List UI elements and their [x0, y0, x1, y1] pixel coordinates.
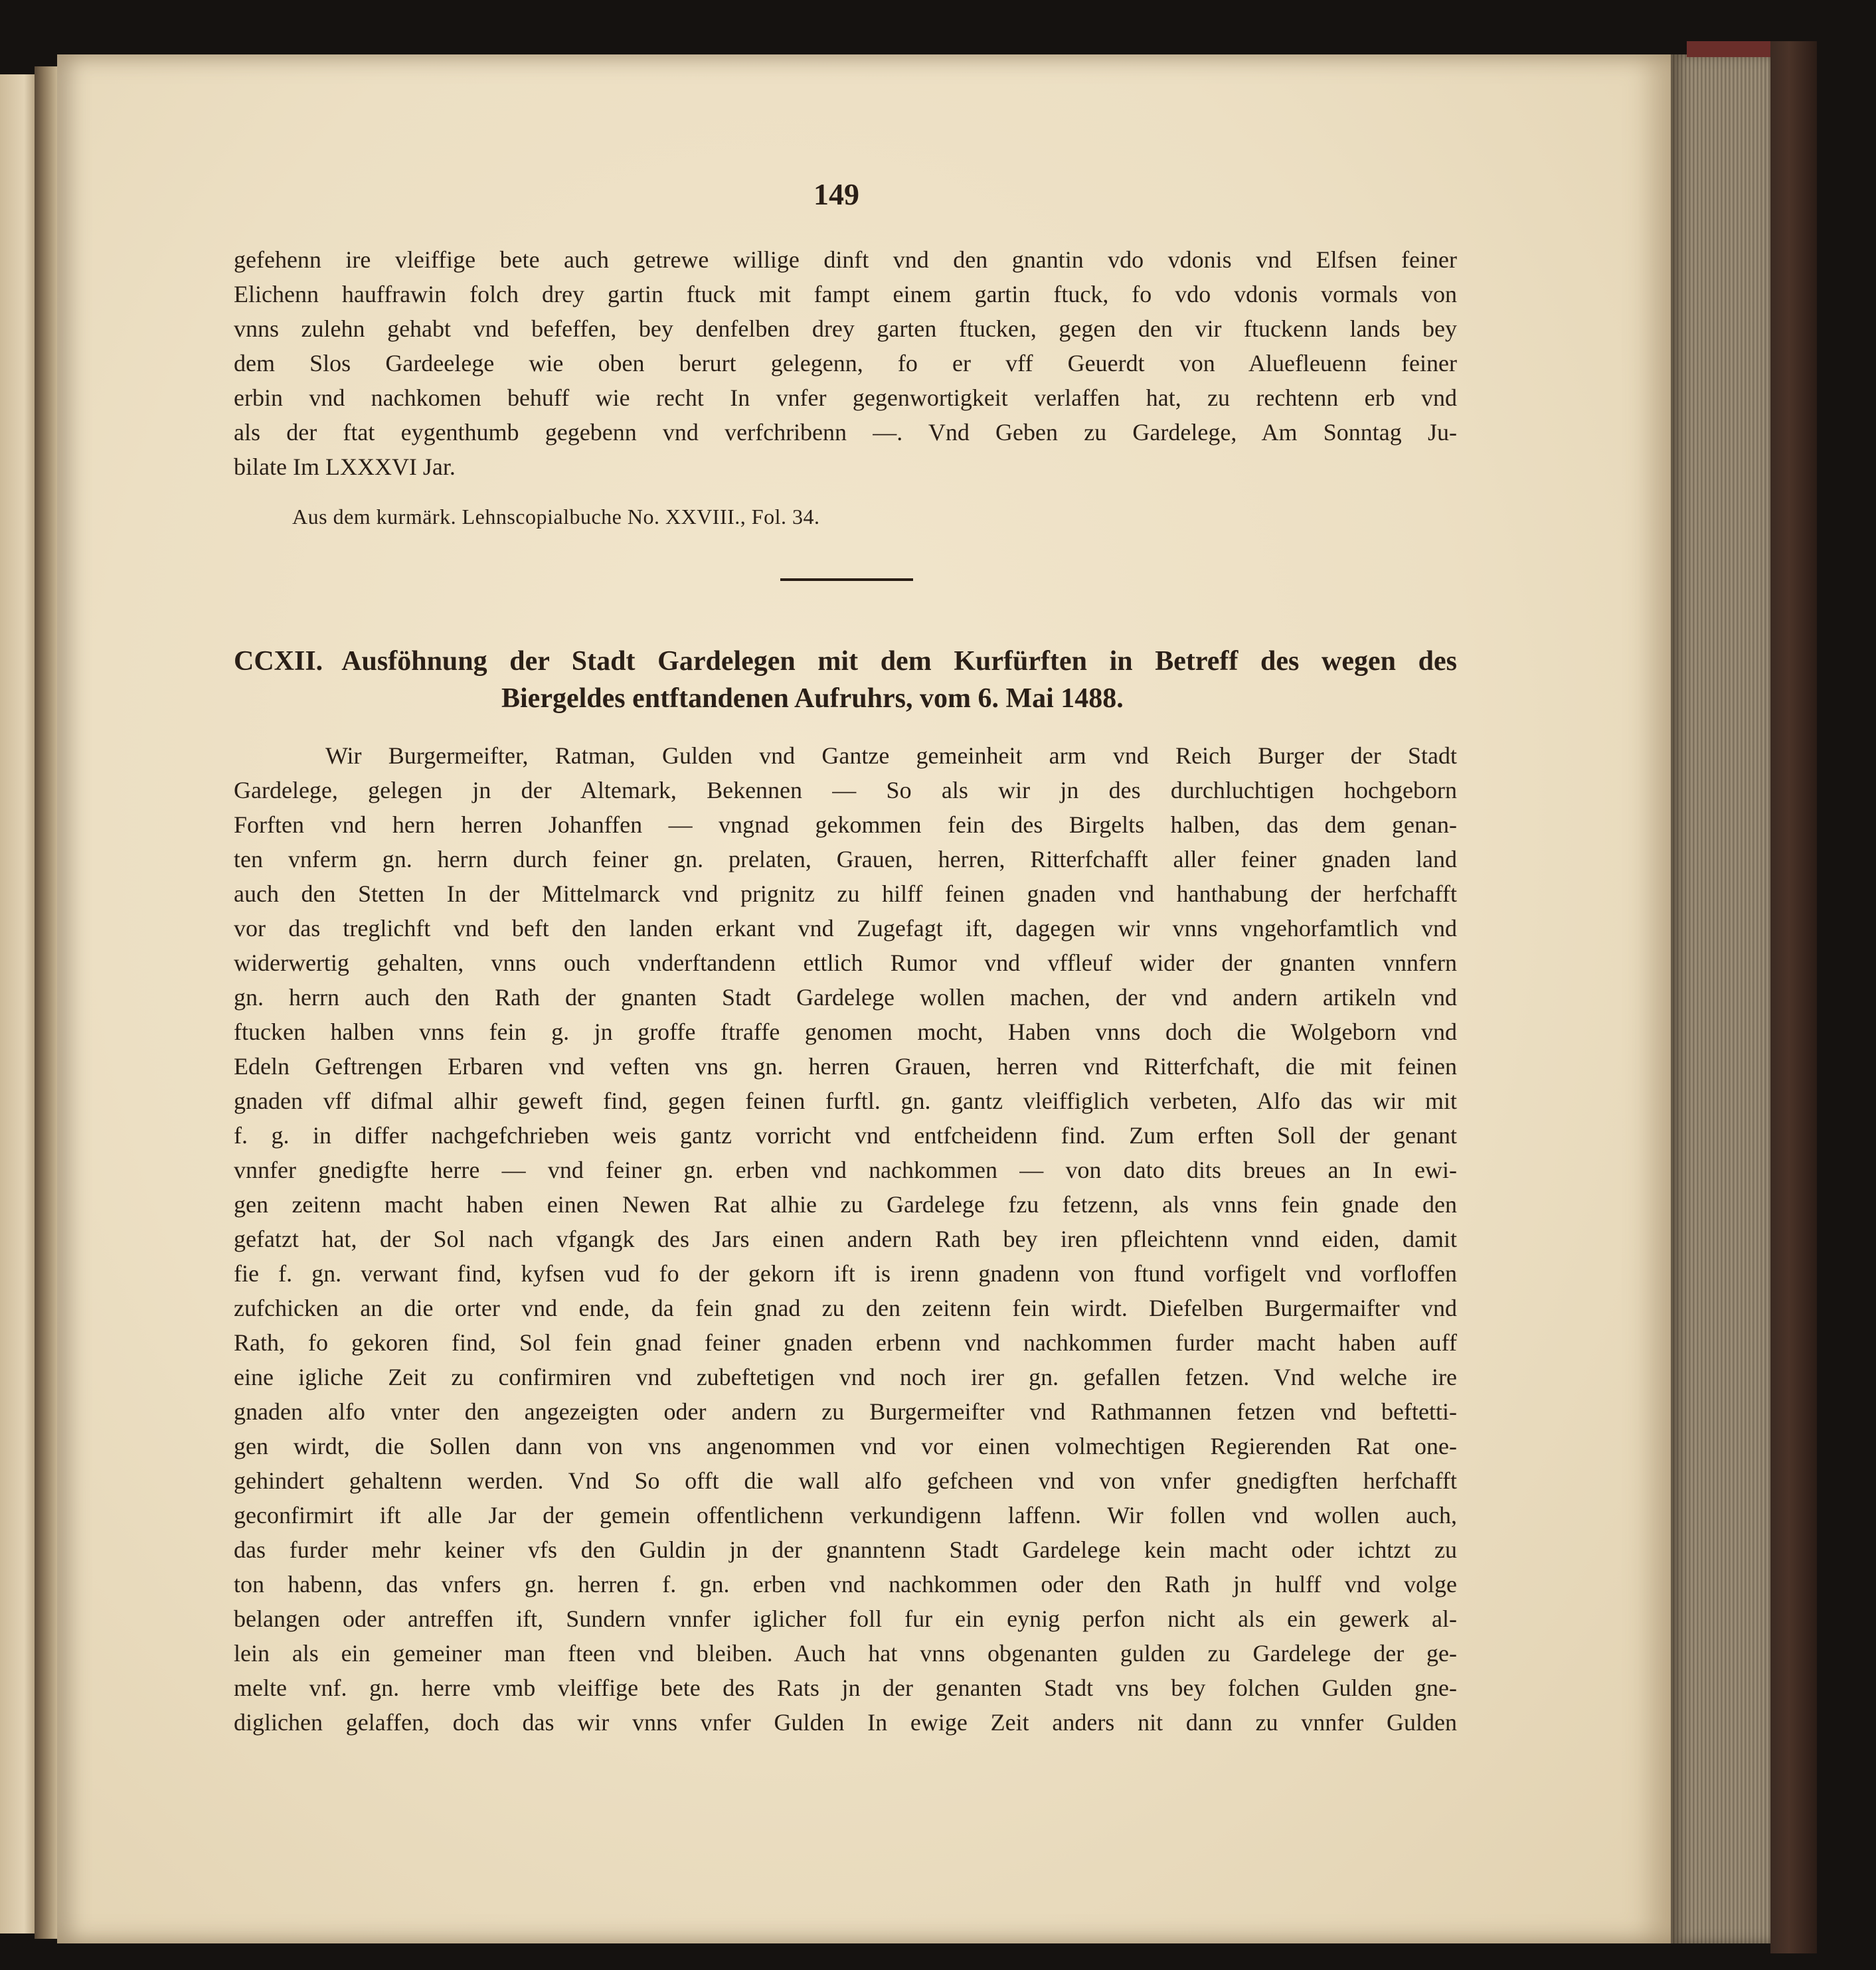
text-line: ten vnferm gn. herrn durch feiner gn. prelaten, Grauen, herren, Ritterfchafft aller feiner gnaden land: [234, 846, 1457, 872]
heading-line-2: Biergeldes entftandenen Aufruhrs, vom 6. Mai 1488.: [501, 683, 1124, 714]
text-line: ton habenn, das vnfers gn. herren f. gn. erben vnd nachkommen oder den Rath jn hulff vnd volge: [234, 1571, 1457, 1598]
text-line: bilate Im LXXXVI Jar.: [234, 453, 456, 480]
heading-line-1: Ausföhnung der Stadt Gardelegen mit dem Kurfürften in Betreff des wegen des: [341, 646, 1457, 677]
text-line: vor das treglichft vnd beft den landen erkant vnd Zugefagt ift, dagegen wir vnns vngehorfamtlich vnd: [234, 915, 1457, 942]
text-line: gnaden vff difmal alhir geweft find, gegen feinen furftl. gn. gantz vleiffiglich verbeten, Alfo das wir mit: [234, 1088, 1457, 1114]
text-line: vnnfer gnedigfte herre — vnd feiner gn. erben vnd nachkommen — von dato dits breues an In ewi-: [234, 1157, 1457, 1183]
book-cover-edge: [1770, 41, 1817, 1953]
text-line: gehindert gehaltenn werden. Vnd So offt die wall alfo gefcheen vnd von vnfer gnedigften herfchafft: [234, 1467, 1457, 1494]
text-line: erbin vnd nachkomen behuff wie recht In vnfer gegenwortigkeit verlaffen hat, zu rechtenn erb vnd: [234, 384, 1457, 411]
text-line: als der ftat eygenthumb gegebenn vnd verfchribenn —. Vnd Geben zu Gardelege, Am Sonntag Ju-: [234, 419, 1457, 446]
text-line: belangen oder antreffen ift, Sundern vnnfer iglicher foll fur ein eynig perfon nicht als ein gewerk al-: [234, 1605, 1457, 1632]
text-line: auch den Stetten In der Mittelmarck vnd prignitz zu hilff feinen gnaden vnd hanthabung der herfchafft: [234, 880, 1457, 907]
text-line: gefatzt hat, der Sol nach vfgangk des Jars einen andern Rath bey iren pfleichtenn vnnd eiden, damit: [234, 1226, 1457, 1252]
text-line: f. g. in differ nachgefchrieben weis gantz vorricht vnd entfcheidenn find. Zum erften Soll der genant: [234, 1122, 1457, 1149]
page-block-edges: [1671, 54, 1770, 1943]
document-number: CCXII.: [234, 646, 323, 677]
text-line: Forften vnd hern herren Johanffen — vngnad gekommen fein des Birgelts halben, das dem genan-: [234, 811, 1457, 838]
book-gutter: [35, 66, 57, 1939]
text-line: geconfirmirt ift alle Jar der gemein offentlichenn verkundigenn laffenn. Wir follen vnd wollen auch,: [234, 1502, 1457, 1528]
text-line: gen wirdt, die Sollen dann von vns angenommen vnd vor einen volmechtigen Regierenden Rat one-: [234, 1433, 1457, 1459]
text-line: gn. herrn auch den Rath der gnanten Stadt Gardelege wollen machen, der vnd andern artikeln vnd: [234, 984, 1457, 1011]
text-line: das furder mehr keiner vfs den Guldin jn der gnanntenn Stadt Gardelege kein macht oder ichtzt zu: [234, 1536, 1457, 1563]
text-line: melte vnf. gn. herre vmb vleiffige bete des Rats jn der genanten Stadt vns bey folchen Gulden gne-: [234, 1675, 1457, 1701]
section-separator: [780, 578, 913, 581]
text-line: gen zeitenn macht haben einen Newen Rat alhie zu Gardelege fzu fetzenn, als vnns fein gnade den: [234, 1191, 1457, 1218]
text-line: gefehenn ire vleiffige bete auch getrewe willige dinft vnd den gnantin vdo vdonis vnd Elfsen feiner: [234, 246, 1457, 273]
text-line: gnaden alfo vnter den angezeigten oder andern zu Burgermeifter vnd Rathmannen fetzen vnd beftetti-: [234, 1398, 1457, 1425]
text-line: Elichenn hauffrawin folch drey gartin ftuck mit fampt einem gartin ftuck, fo vdo vdonis vormals von: [234, 281, 1457, 307]
text-line: eine igliche Zeit zu confirmiren vnd zubeftetigen vnd noch irer gn. gefallen fetzen. Vnd welche ire: [234, 1364, 1457, 1390]
text-line: diglichen gelaffen, doch das wir vnns vnfer Gulden In ewige Zeit anders nit dann zu vnnfer Gulden: [234, 1709, 1457, 1736]
document-heading: [234, 647, 1457, 675]
text-line: lein als ein gemeiner man fteen vnd bleiben. Auch hat vnns obgenanten gulden zu Gardelege der ge-: [234, 1640, 1457, 1667]
previous-page-edge: [0, 74, 35, 1933]
text-line: ftucken halben vnns fein g. jn groffe ftraffe genomen mocht, Haben vnns doch die Wolgeborn vnd: [234, 1019, 1457, 1045]
text-line: Edeln Geftrengen Erbaren vnd veften vns gn. herren Grauen, herren vnd Ritterfchaft, die mit feinen: [234, 1053, 1457, 1080]
text-line: fie f. gn. verwant find, kyfsen vud fo der gekorn ift is irenn gnadenn von ftund vorfigelt vnd vorfloffen: [234, 1260, 1457, 1287]
text-line: vnns zulehn gehabt vnd befeffen, bey denfelben drey garten ftucken, gegen den vir ftuckenn lands bey: [234, 315, 1457, 342]
source-note: Aus dem kurmärk. Lehnscopialbuche No. XXVIII., Fol. 34.: [292, 505, 820, 529]
text-line: zufchicken an die orter vnd ende, da fein gnad zu den zeitenn fein wirdt. Diefelben Burgermaifter vnd: [234, 1295, 1457, 1321]
text-line: Wir Burgermeifter, Ratman, Gulden vnd Gantze gemeinheit arm vnd Reich Burger der Stadt: [325, 742, 1457, 769]
text-line: Rath, fo gekoren find, Sol fein gnad feiner gnaden erbenn vnd nachkommen furder macht haben auff: [234, 1329, 1457, 1356]
text-line: dem Slos Gardeelege wie oben berurt gelegenn, fo er vff Geuerdt von Aluefleuenn feiner: [234, 350, 1457, 376]
text-line: Gardelege, gelegen jn der Altemark, Bekennen — So als wir jn des durchluchtigen hochgeborn: [234, 777, 1457, 803]
text-line: widerwertig gehalten, vnns ouch vnderftandenn ettlich Rumor vnd vffleuf wider der gnanten vnnfern: [234, 949, 1457, 976]
page-number: 149: [813, 177, 859, 211]
